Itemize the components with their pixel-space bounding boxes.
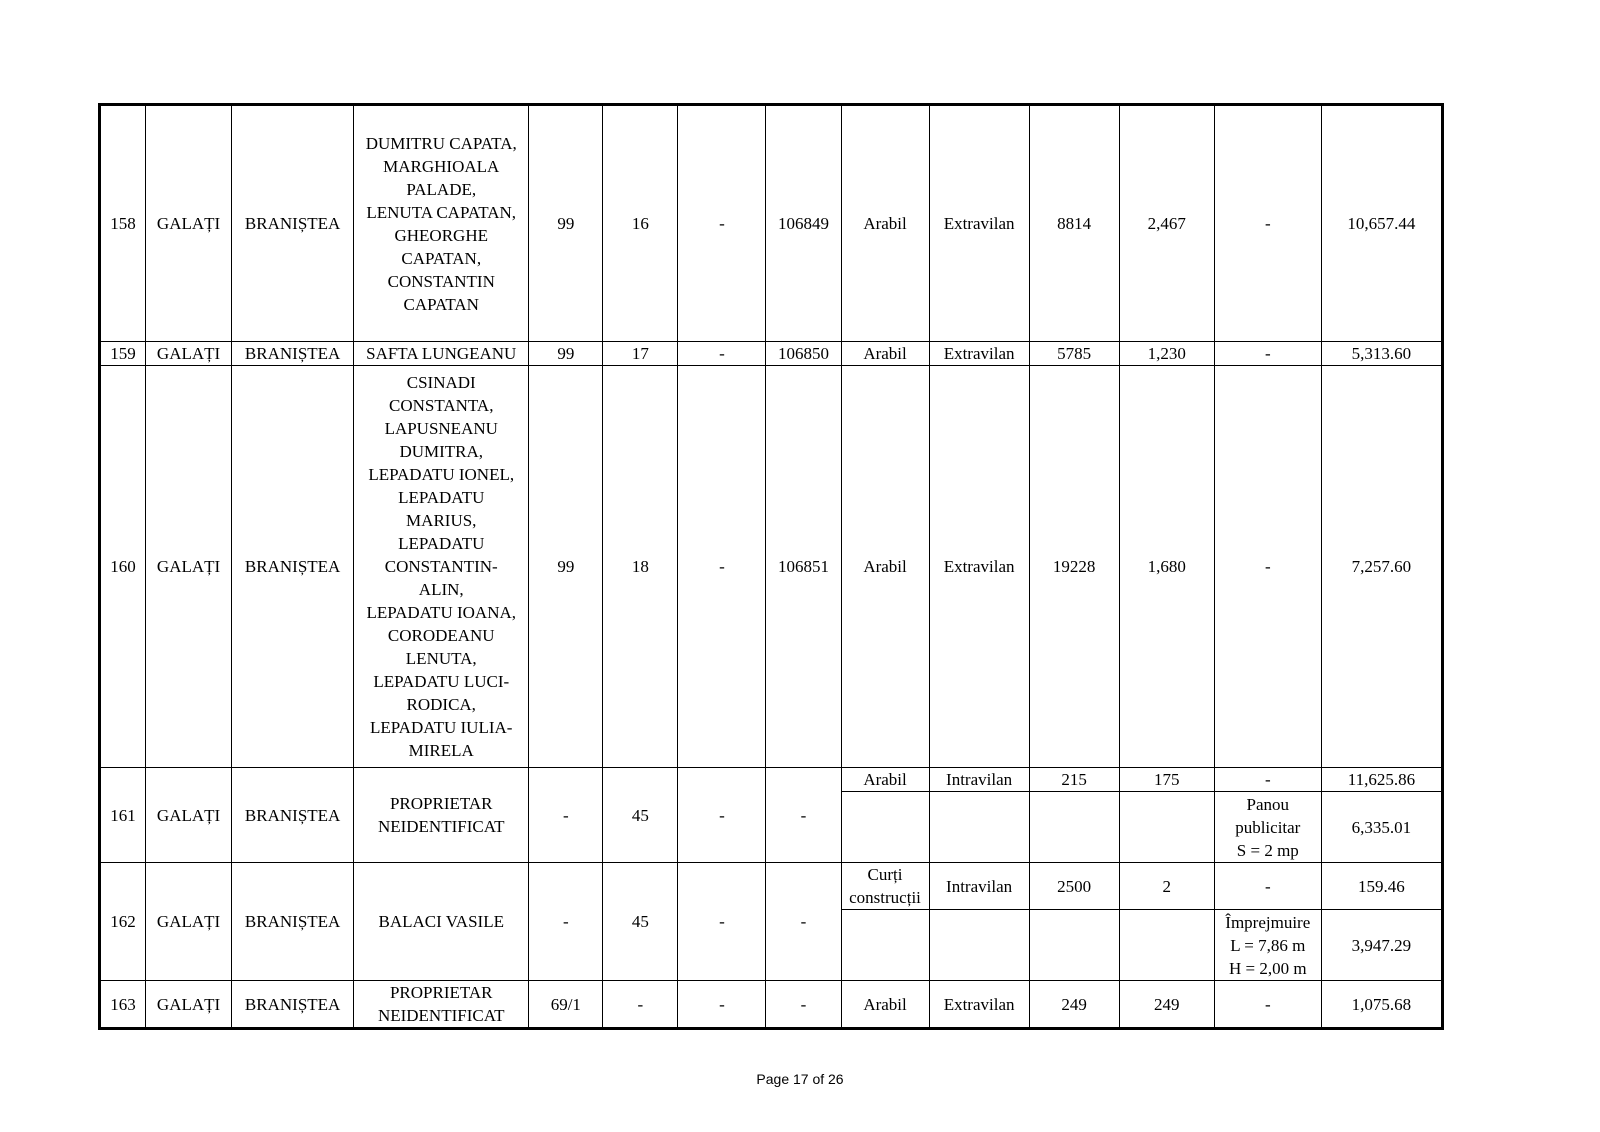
cadastral-number-cell: - xyxy=(766,981,841,1029)
parcel-cell: 17 xyxy=(603,342,678,366)
total-area-cell xyxy=(1029,910,1119,981)
zone-cell: Extravilan xyxy=(929,366,1029,768)
table-row xyxy=(100,366,1443,768)
column-3-cell: - xyxy=(678,768,766,863)
row-number: 162 xyxy=(100,863,146,981)
owner-cell: BALACI VASILE xyxy=(354,863,529,981)
zone-cell: Extravilan xyxy=(929,105,1029,342)
total-area-cell: 5785 xyxy=(1029,342,1119,366)
tarla-cell: - xyxy=(529,863,603,981)
expropriated-area-cell: 1,680 xyxy=(1119,366,1214,768)
column-3-cell: - xyxy=(678,981,766,1029)
total-area-cell: 215 xyxy=(1029,768,1119,792)
value-cell: 7,257.60 xyxy=(1321,366,1442,768)
county-cell: GALAȚI xyxy=(146,768,232,863)
total-area-cell: 249 xyxy=(1029,981,1119,1029)
parcel-cell: 45 xyxy=(603,768,678,863)
locality-cell: BRANIȘTEA xyxy=(232,768,354,863)
locality-cell: BRANIȘTEA xyxy=(232,863,354,981)
page-number: Page 17 of 26 xyxy=(756,1071,844,1087)
column-3-cell: - xyxy=(678,342,766,366)
value-cell: 11,625.86 xyxy=(1321,768,1442,792)
table-row xyxy=(100,768,1443,792)
table-row xyxy=(100,863,1443,910)
land-category-cell: Arabil xyxy=(841,768,929,792)
land-category-cell: Arabil xyxy=(841,342,929,366)
owner-cell: PROPRIETAR NEIDENTIFICAT xyxy=(354,981,529,1029)
row-number: 159 xyxy=(100,342,146,366)
expropriated-area-cell: 175 xyxy=(1119,768,1214,792)
land-category-cell: Curți construcții xyxy=(841,863,929,910)
land-category-cell: Arabil xyxy=(841,366,929,768)
locality-cell: BRANIȘTEA xyxy=(232,366,354,768)
zone-cell xyxy=(929,910,1029,981)
cadastral-number-cell: - xyxy=(766,768,841,863)
land-category-cell xyxy=(841,792,929,863)
expropriated-area-cell: 249 xyxy=(1119,981,1214,1029)
column-3-cell: - xyxy=(678,863,766,981)
land-category-cell xyxy=(841,910,929,981)
expropriated-area-cell xyxy=(1119,910,1214,981)
county-cell: GALAȚI xyxy=(146,366,232,768)
county-cell: GALAȚI xyxy=(146,105,232,342)
owner-cell: SAFTA LUNGEANU xyxy=(354,342,529,366)
tarla-cell: - xyxy=(529,768,603,863)
parcel-cell: 16 xyxy=(603,105,678,342)
parcel-cell: - xyxy=(603,981,678,1029)
zone-cell: Intravilan xyxy=(929,863,1029,910)
land-category-cell: Arabil xyxy=(841,981,929,1029)
tarla-cell: 99 xyxy=(529,342,603,366)
zone-cell: Extravilan xyxy=(929,981,1029,1029)
constructions-cell: - xyxy=(1214,863,1321,910)
cadastral-number-cell: 106849 xyxy=(766,105,841,342)
cadastral-number-cell: 106851 xyxy=(766,366,841,768)
row-number: 163 xyxy=(100,981,146,1029)
constructions-cell: - xyxy=(1214,342,1321,366)
tarla-cell: 99 xyxy=(529,105,603,342)
table-row xyxy=(100,981,1443,1029)
constructions-cell: Panou publicitar S = 2 mp xyxy=(1214,792,1321,863)
expropriated-area-cell: 2,467 xyxy=(1119,105,1214,342)
value-cell: 5,313.60 xyxy=(1321,342,1442,366)
column-3-cell: - xyxy=(678,105,766,342)
row-number: 161 xyxy=(100,768,146,863)
parcel-cell: 45 xyxy=(603,863,678,981)
value-cell: 159.46 xyxy=(1321,863,1442,910)
constructions-cell: - xyxy=(1214,768,1321,792)
expropriated-area-cell: 2 xyxy=(1119,863,1214,910)
value-cell: 6,335.01 xyxy=(1321,792,1442,863)
cadastral-number-cell: - xyxy=(766,863,841,981)
constructions-cell: - xyxy=(1214,981,1321,1029)
zone-cell xyxy=(929,792,1029,863)
zone-cell: Extravilan xyxy=(929,342,1029,366)
parcel-cell: 18 xyxy=(603,366,678,768)
expropriated-area-cell xyxy=(1119,792,1214,863)
owner-cell: DUMITRU CAPATA, MARGHIOALA PALADE, LENUTA CAPATAN, GHEORGHE CAPATAN, CONSTANTIN CAPATAN xyxy=(354,105,529,342)
value-cell: 1,075.68 xyxy=(1321,981,1442,1029)
row-number: 158 xyxy=(100,105,146,342)
locality-cell: BRANIȘTEA xyxy=(232,342,354,366)
expropriation-table xyxy=(98,103,1444,1030)
tarla-cell: 99 xyxy=(529,366,603,768)
expropriated-area-cell: 1,230 xyxy=(1119,342,1214,366)
total-area-cell: 8814 xyxy=(1029,105,1119,342)
constructions-cell: Împrejmuire L = 7,86 m H = 2,00 m xyxy=(1214,910,1321,981)
locality-cell: BRANIȘTEA xyxy=(232,981,354,1029)
total-area-cell xyxy=(1029,792,1119,863)
value-cell: 3,947.29 xyxy=(1321,910,1442,981)
column-3-cell: - xyxy=(678,366,766,768)
cadastral-number-cell: 106850 xyxy=(766,342,841,366)
constructions-cell: - xyxy=(1214,366,1321,768)
constructions-cell: - xyxy=(1214,105,1321,342)
county-cell: GALAȚI xyxy=(146,981,232,1029)
owner-cell: PROPRIETAR NEIDENTIFICAT xyxy=(354,768,529,863)
table-row xyxy=(100,342,1443,366)
county-cell: GALAȚI xyxy=(146,863,232,981)
tarla-cell: 69/1 xyxy=(529,981,603,1029)
table-row xyxy=(100,105,1443,342)
owner-cell: CSINADI CONSTANTA, LAPUSNEANU DUMITRA, LEPADATU IONEL, LEPADATU MARIUS, LEPADATU CONSTANTIN- ALIN, LEPADATU IOANA, CORODEANU LENUTA, LEPADATU LUCI- RODICA, LEPADATU IULIA- MIRELA xyxy=(354,366,529,768)
total-area-cell: 2500 xyxy=(1029,863,1119,910)
locality-cell: BRANIȘTEA xyxy=(232,105,354,342)
value-cell: 10,657.44 xyxy=(1321,105,1442,342)
row-number: 160 xyxy=(100,366,146,768)
land-category-cell: Arabil xyxy=(841,105,929,342)
county-cell: GALAȚI xyxy=(146,342,232,366)
total-area-cell: 19228 xyxy=(1029,366,1119,768)
zone-cell: Intravilan xyxy=(929,768,1029,792)
